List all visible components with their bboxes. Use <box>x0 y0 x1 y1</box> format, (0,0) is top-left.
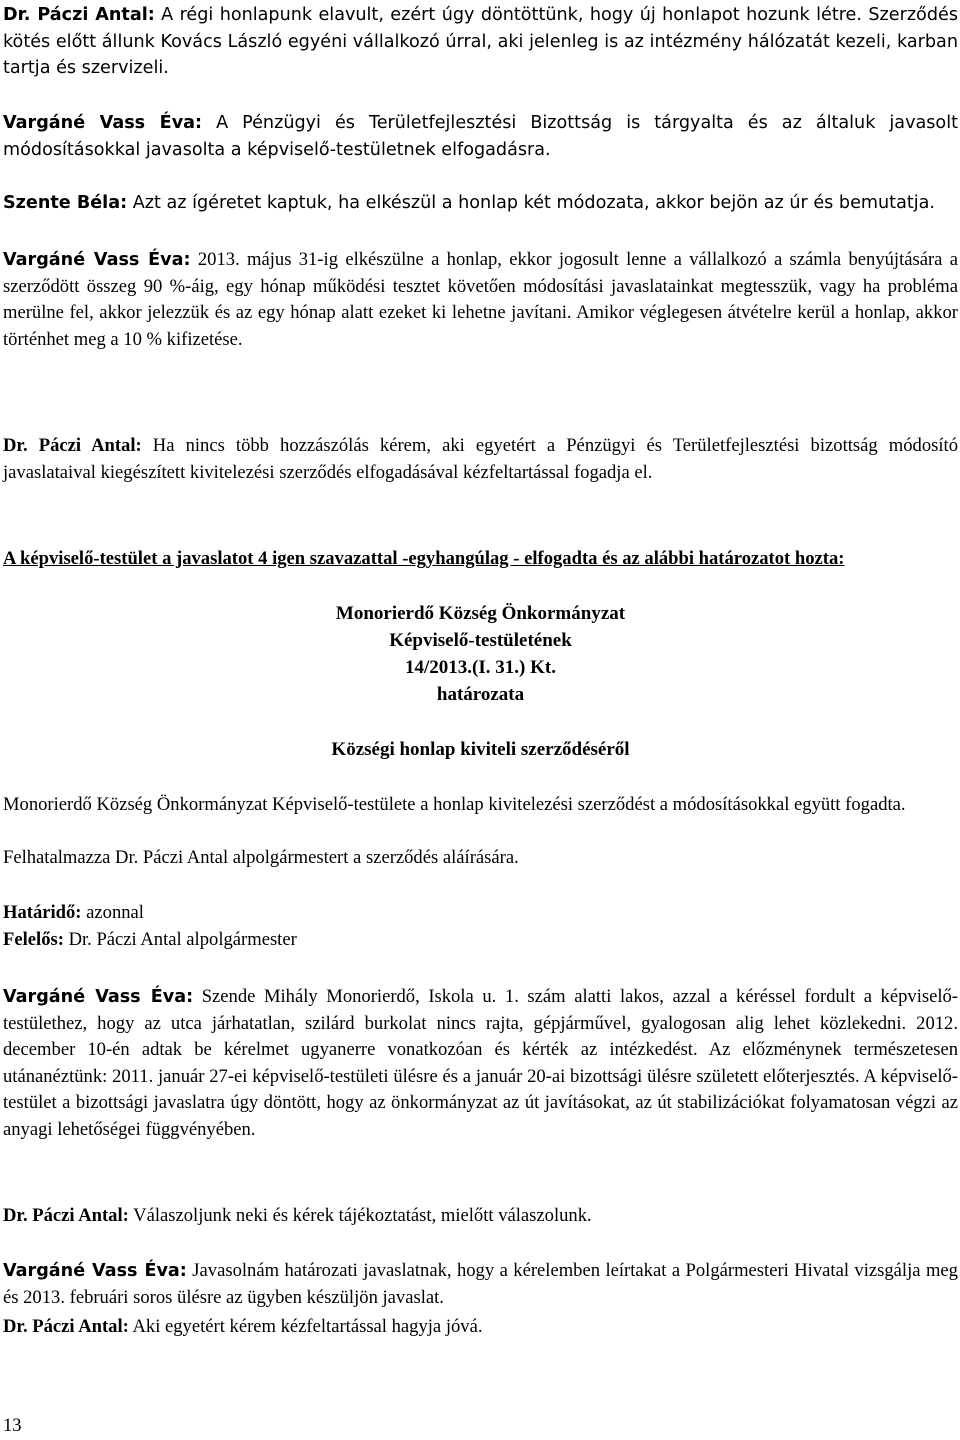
responsible <box>3 927 958 954</box>
page-number: 13 <box>3 1415 22 1436</box>
responsible-value: Dr. Páczi Antal alpolgármester <box>63 929 297 950</box>
resolution-header <box>3 600 958 708</box>
paragraph-text: Szende Mihály Monorierdő, Iskola u. 1. szám alatti lakos, azzal a kéréssel fordult a képviselő-testülethez, hogy az utca járhatatlan, szilárd burkolat nincs rajta, gépjárművel, gyalogosan alig lehet közlekedni. 2012. december 10-én adtak be kérelmet ugyanerre vonatkozóan és kérték az intézkedést. Az előzménynek természetesen utánanéztünk: 2011. január 27-ei képviselő-testületi ülésre és a január 20-ai bizottsági ülésre született előterjesztés. A képviselő-testület a bizottsági javaslatra úgy döntött, hogy az önkormányzat az út javításokat, az út stabilizációkat folyamatosan végzi az anyagi lehetőségei függvényében. <box>3 986 959 1140</box>
paragraph-6 <box>3 984 958 1143</box>
paragraph-text: A régi honlapunk elavult, ezért úgy döntöttünk, hogy új honlapot hozunk létre. Szerződés kötés előtt állunk Kovács László egyéni vállalkozó úrral, aki jelenleg is az intézmény hálózatát kezeli, karban tartja és szervizeli. <box>3 5 958 78</box>
paragraph-3 <box>3 190 958 217</box>
deadline <box>3 900 958 927</box>
speaker: Dr. Páczi Antal: <box>3 1205 129 1226</box>
resolution-line-1: Monorierdő Község Önkormányzat <box>335 603 626 624</box>
paragraph-text: A Pénzügyi és Területfejlesztési Bizottság is tárgyalta és az általuk javasolt módosításokkal javasolta a képviselő-testületnek elfogadásra. <box>3 113 958 160</box>
deadline-value: azonnal <box>81 902 144 923</box>
paragraph-2 <box>3 110 958 163</box>
speaker: Dr. Páczi Antal: <box>3 435 142 456</box>
speaker: Dr. Páczi Antal: <box>3 5 155 25</box>
speaker: Szente Béla: <box>3 193 128 213</box>
paragraph-text: Aki egyetért kérem kézfeltartással hagyja jóvá. <box>128 1316 483 1337</box>
paragraph-1 <box>3 2 958 82</box>
paragraph-8 <box>3 1258 958 1311</box>
speaker: Dr. Páczi Antal: <box>3 1316 129 1337</box>
paragraph-5 <box>3 433 958 486</box>
paragraph-7 <box>3 1203 958 1230</box>
speaker: Vargáné Vass Éva: <box>3 1261 187 1281</box>
resolution-line-4: határozata <box>436 684 525 705</box>
paragraph-text: Ha nincs több hozzászólás kérem, aki egyetért a Pénzügyi és Területfejlesztési bizottság módosító javaslataival kiegészített kivitelezési szerződés elfogadásával kézfeltartással fogadja el. <box>3 435 958 483</box>
resolution-line-2: Képviselő-testületének <box>389 630 572 651</box>
responsible-label: Felelős: <box>3 929 64 950</box>
resolution-body-2: Felhatalmazza Dr. Páczi Antal alpolgármestert a szerződés aláírására. <box>3 847 519 868</box>
resolution-line-3: 14/2013.(I. 31.) Kt. <box>405 657 556 678</box>
decision-line: A képviselő-testület a javaslatot 4 igen szavazattal -egyhangúlag - elfogadta és az alábbi határozatot hozta: <box>3 548 845 569</box>
paragraph-text: Azt az ígéretet kaptuk, ha elkészül a honlap két módozata, akkor bejön az úr és bemutatja. <box>127 193 936 213</box>
paragraph-9 <box>3 1314 958 1341</box>
paragraph-text: Javasolnám határozati javaslatnak, hogy a kérelemben leírtakat a Polgármesteri Hivatal vizsgálja meg és 2013. februári soros ülésre az ügyben készüljön javaslat. <box>3 1260 958 1308</box>
paragraph-text: 2013. május 31-ig elkészülne a honlap, ekkor jogosult lenne a vállalkozó a számla benyújtására a szerződött összeg 90 %-áig, egy hónap működési tesztet követően módosítási javaslatainkat megtesszük, vagy ha probléma merülne fel, akkor jelezzük és az egy hónap alatt ezeket ki lehetne javítani. Amikor véglegesen átvételre kerül a honlap, akkor történhet meg a 10 % kifizetése. <box>3 249 958 350</box>
deadline-label: Határidő: <box>3 902 82 923</box>
speaker: Vargáné Vass Éva: <box>3 987 194 1007</box>
speaker: Vargáné Vass Éva: <box>3 113 203 133</box>
paragraph-4 <box>3 247 958 353</box>
speaker: Vargáné Vass Éva: <box>3 250 191 270</box>
resolution-body-1: Monorierdő Község Önkormányzat Képviselő-testülete a honlap kivitelezési szerződést a módosításokkal együtt fogadta. <box>3 794 906 815</box>
resolution-subject: Községi honlap kiviteli szerződéséről <box>331 739 630 760</box>
paragraph-text: Válaszoljunk neki és kérek tájékoztatást, mielőtt válaszolunk. <box>128 1205 592 1226</box>
